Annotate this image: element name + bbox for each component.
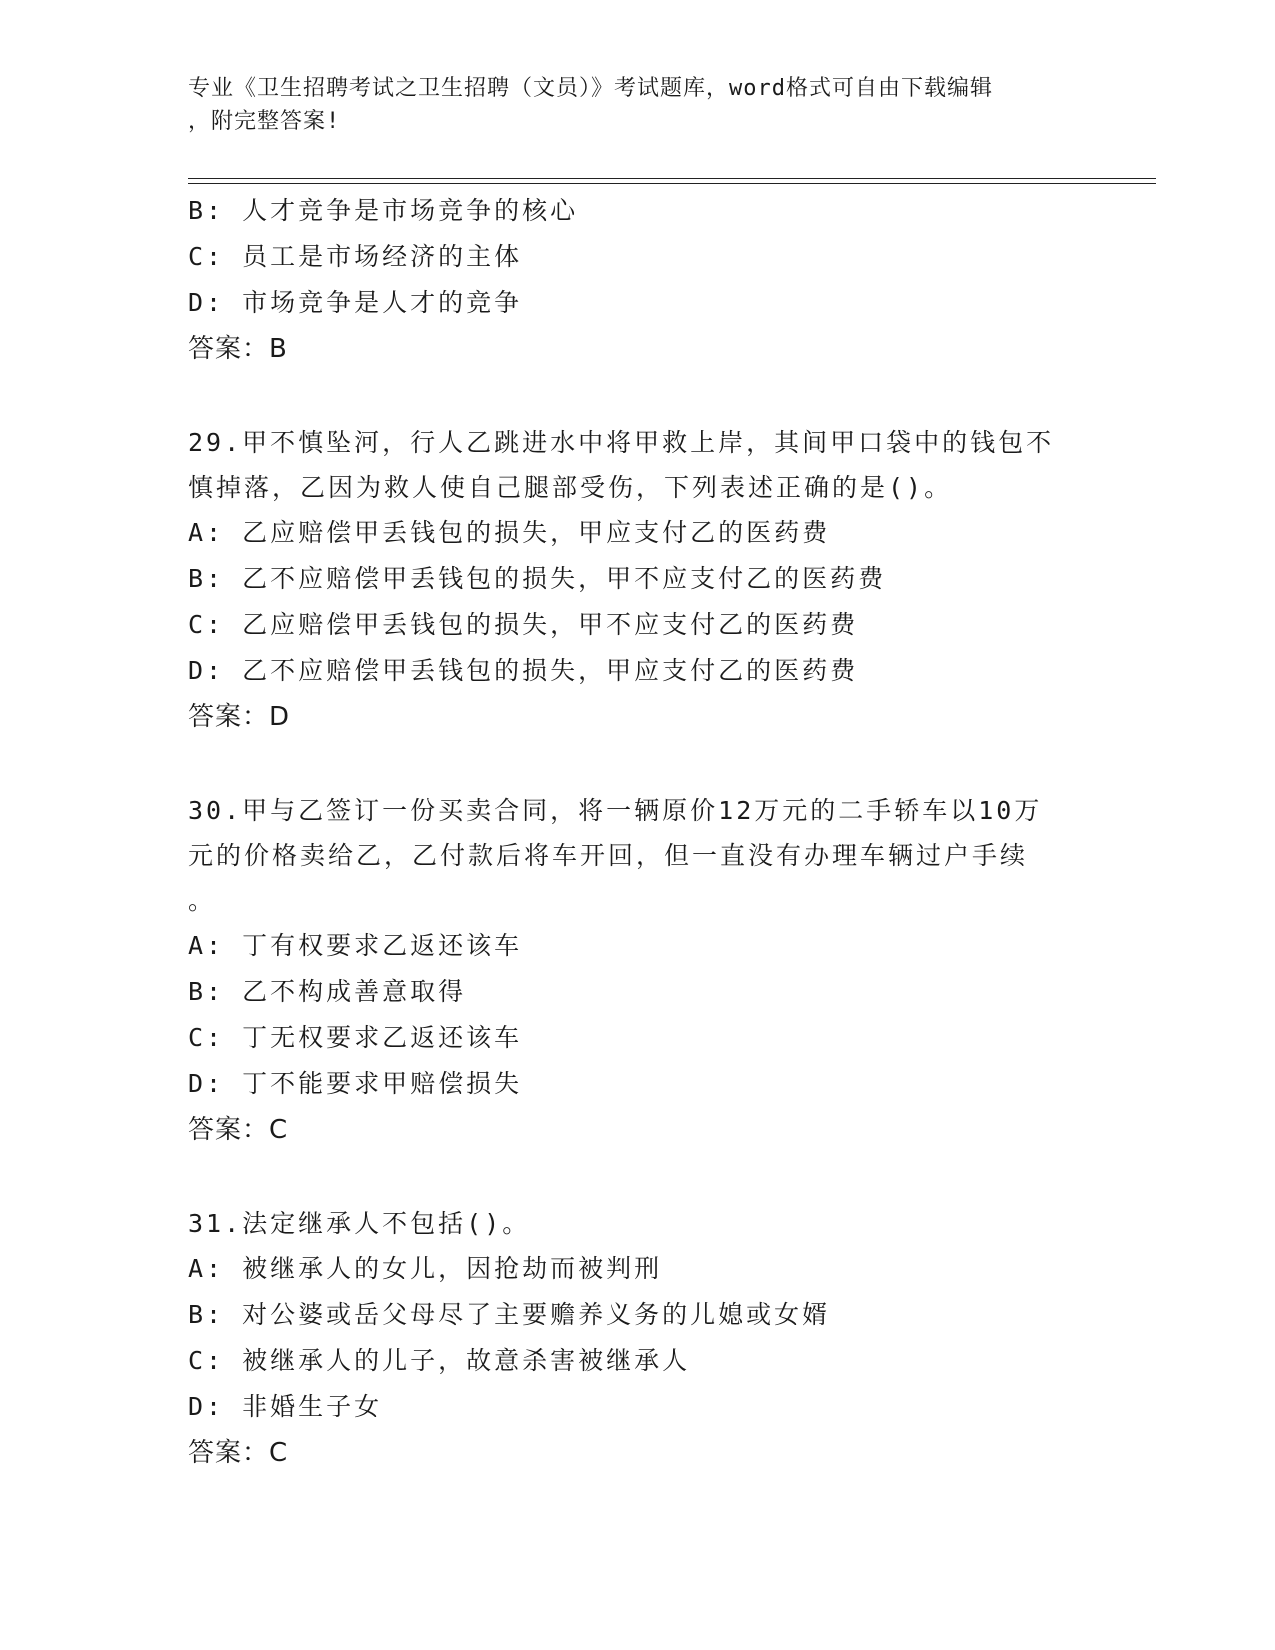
- spacer: [188, 1153, 1088, 1201]
- question-stem-line: 29.甲不慎坠河，行人乙跳进水中将甲救上岸，其间甲口袋中的钱包不: [188, 428, 1055, 457]
- question-stem-line: 元的价格卖给乙，乙付款后将车开回，但一直没有办理车辆过户手续: [188, 841, 1029, 870]
- question-30: [188, 788, 1088, 1153]
- option-b: B: 乙不构成善意取得: [188, 977, 467, 1006]
- option-b: B: 对公婆或岳父母尽了主要赡养义务的儿媳或女婿: [188, 1300, 831, 1329]
- option-c: C: 丁无权要求乙返还该车: [188, 1023, 523, 1052]
- option-d: D: 丁不能要求甲赔偿损失: [188, 1069, 523, 1098]
- option-c: C: 员工是市场经济的主体: [188, 242, 523, 271]
- option-a: A: 丁有权要求乙返还该车: [188, 931, 523, 960]
- spacer: [188, 372, 1088, 420]
- question-stem-line: 31.法定继承人不包括()。: [188, 1209, 531, 1238]
- question-29: [188, 420, 1088, 740]
- header-rule-top: [188, 178, 1156, 179]
- header-line-1: 专业《卫生招聘考试之卫生招聘（文员）》考试题库，word格式可自由下载编辑: [188, 76, 993, 101]
- document-header: [188, 72, 1088, 138]
- question-28: [188, 188, 1088, 372]
- spacer: [188, 740, 1088, 788]
- option-d: D: 乙不应赔偿甲丢钱包的损失，甲应支付乙的医药费: [188, 656, 859, 685]
- option-c: C: 乙应赔偿甲丢钱包的损失，甲不应支付乙的医药费: [188, 610, 859, 639]
- answer: 答案：C: [188, 1115, 289, 1145]
- question-stem-line: 。: [188, 886, 217, 915]
- header-rule-bottom: [188, 183, 1156, 184]
- question-stem-line: 慎掉落，乙因为救人使自己腿部受伤，下列表述正确的是()。: [188, 473, 953, 502]
- answer: 答案：C: [188, 1438, 289, 1468]
- question-stem-line: 30.甲与乙签订一份买卖合同，将一辆原价12万元的二手轿车以10万: [188, 796, 1043, 825]
- option-b: B: 乙不应赔偿甲丢钱包的损失，甲不应支付乙的医药费: [188, 564, 887, 593]
- option-b: B: 人才竞争是市场竞争的核心: [188, 196, 579, 225]
- answer: 答案：D: [188, 702, 291, 732]
- option-a: A: 被继承人的女儿，因抢劫而被判刑: [188, 1254, 663, 1283]
- header-line-2: ，附完整答案!: [188, 109, 341, 134]
- answer: 答案：B: [188, 334, 288, 364]
- option-d: D: 非婚生子女: [188, 1392, 383, 1421]
- option-c: C: 被继承人的儿子，故意杀害被继承人: [188, 1346, 691, 1375]
- question-31: [188, 1201, 1088, 1476]
- option-d: D: 市场竞争是人才的竞争: [188, 288, 523, 317]
- option-a: A: 乙应赔偿甲丢钱包的损失，甲应支付乙的医药费: [188, 518, 831, 547]
- document-body: [188, 188, 1088, 1476]
